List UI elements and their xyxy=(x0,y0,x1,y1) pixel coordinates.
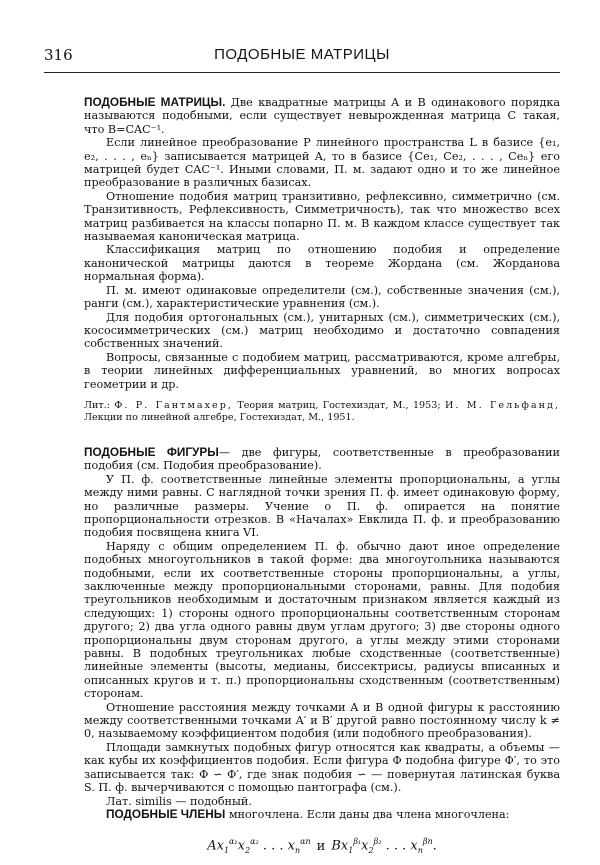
members-text: многочлена. Если даны два члена многочлена: xyxy=(228,807,510,821)
page-body xyxy=(84,96,560,858)
page-header xyxy=(44,46,560,68)
members-heading: ПОДОБНЫЕ ЧЛЕНЫ xyxy=(106,806,226,821)
figures-intro xyxy=(84,446,560,473)
literature-author: И. М. Гельфанд, xyxy=(445,399,560,411)
matrices-paragraph: Если линейное преобразование P линейного пространства L в базисе {e₁, e₂, . . . , eₙ} записывается матрицей A, то в базисе {Ce₁, Ce₂, . . . , Ceₙ} его матрицей будет CAC⁻¹. Иными словами, П. м. задают одно и то же линейное преобразование в различных базисах. xyxy=(84,136,560,190)
figures-paragraph: Наряду с общим определением П. ф. обычно дают иное определение подобных многоугольников в такой форме: два многоугольника называются подобными, если их соответственные стороны пропорциональны, а углы, заключенные между пропорциональными сторонами, равны. Для подобия треугольников необходимым и достаточным признаком является каждый из следующих: 1) стороны одного пропорциональны соответственным сторонам другого; 2) два угла одного равны двум углам другого; 3) две стороны одного пропорциональны двум сторонам другого, а углы между этими сторонами равны. В подобных треугольниках любые сходственные (соответственные) линейные элементы (высоты, медианы, биссектрисы, радиусы вписанных и описанных кругов и т. п.) пропорциональны сходственным (соответственным) сторонам. xyxy=(84,539,560,701)
figures-latin: Лат. similis — подобный. xyxy=(106,794,252,808)
running-title: ПОДОБНЫЕ МАТРИЦЫ xyxy=(214,46,390,63)
monomials-formula: $Ax_1^{\alpha_1}x_2^{\alpha_2}$ . . . $x_n^{\alpha n}$ и $Bx_1^{\beta_1}x_2^{\beta_2}$ . . . $x_n^{\beta n}$. xyxy=(207,837,437,856)
matrices-paragraph: П. м. имеют одинаковые определители (см.), собственные значения (см.), ранги (см.), характеристические уравнения (см.). xyxy=(84,283,560,311)
figures-paragraph: У П. ф. соответственные линейные элементы пропорциональны, а углы между ними равны. С наглядной точки зрения П. ф. имеет одинаковую форму, но различные размеры. Учение о П. ф. опирается на понятие пропорциональности отрезков. В «Началах» Евклида П. ф. и преобразованию подобия посвящена книга VI. xyxy=(84,472,560,540)
matrices-heading: ПОДОБНЫЕ МАТРИЦЫ. xyxy=(84,95,226,109)
members-intro xyxy=(84,808,560,821)
header-rule xyxy=(44,72,560,73)
matrices-paragraph: Классификация матриц по отношению подобия и определение канонической матрицы даются в теореме Жордана (см. Жорданова нормальная форма). xyxy=(84,243,560,284)
figures-paragraph: Площади замкнутых подобных фигур относятся как квадраты, а объемы — как кубы их коэффициентов подобия. Если фигура Φ подобна фигуре Φ′, то это записывается так: Φ ∽ Φ′, где знак подобия ∽ — повернутая латинская буква S. П. ф. вычерчиваются с помощью пантографа (см.). xyxy=(84,740,560,795)
section-gap xyxy=(84,424,560,446)
matrices-intro xyxy=(84,96,560,136)
literature-prefix: Лит.: xyxy=(84,399,110,411)
matrices-paragraph: Для подобия ортогональных (см.), унитарных (см.), симметрических (см.), кососимметрических (см.) матриц необходимо и достаточно совпадения собственных значений. xyxy=(84,310,560,351)
figures-paragraph: Отношение расстояния между точками A и B одной фигуры к расстоянию между соответственными точками A′ и B′ другой равно постоянному числу k ≠ 0, называемому коэффициентом подобия (или подобного преобразования). xyxy=(84,700,560,741)
literature-title: Теория матриц, Гостехиздат, М., 1953; xyxy=(237,399,441,411)
literature-references xyxy=(84,400,560,424)
literature-author: Ф. Р. Гантмахер, xyxy=(114,399,233,411)
page-number: 316 xyxy=(44,46,73,64)
matrices-definition: Две квадратные матрицы A и B одинакового порядка называются подобными, если существует невырожденная матрица C такая, что B=CAC⁻¹. xyxy=(84,96,560,136)
literature-title: Лекции по линейной алгебре, Гостехиздат, М., 1951. xyxy=(84,411,355,423)
matrices-paragraph: Вопросы, связанные с подобием матриц, рассматриваются, кроме алгебры, в теории линейных дифференциальных уравнений, во многих вопросах геометрии и др. xyxy=(84,350,560,391)
figures-definition: — две фигуры, соответственные в преобразовании подобия (см. Подобия преобразование). xyxy=(84,445,561,473)
matrices-paragraph: Отношение подобия матриц транзитивно, рефлексивно, симметрично (см. Транзитивность, Рефлексивность, Симметричность), так что множество всех матриц разбивается на классы попарно П. м. В каждом классе существует так называемая каноническая матрица. xyxy=(84,189,560,244)
figures-heading: ПОДОБНЫЕ ФИГУРЫ xyxy=(84,444,219,459)
